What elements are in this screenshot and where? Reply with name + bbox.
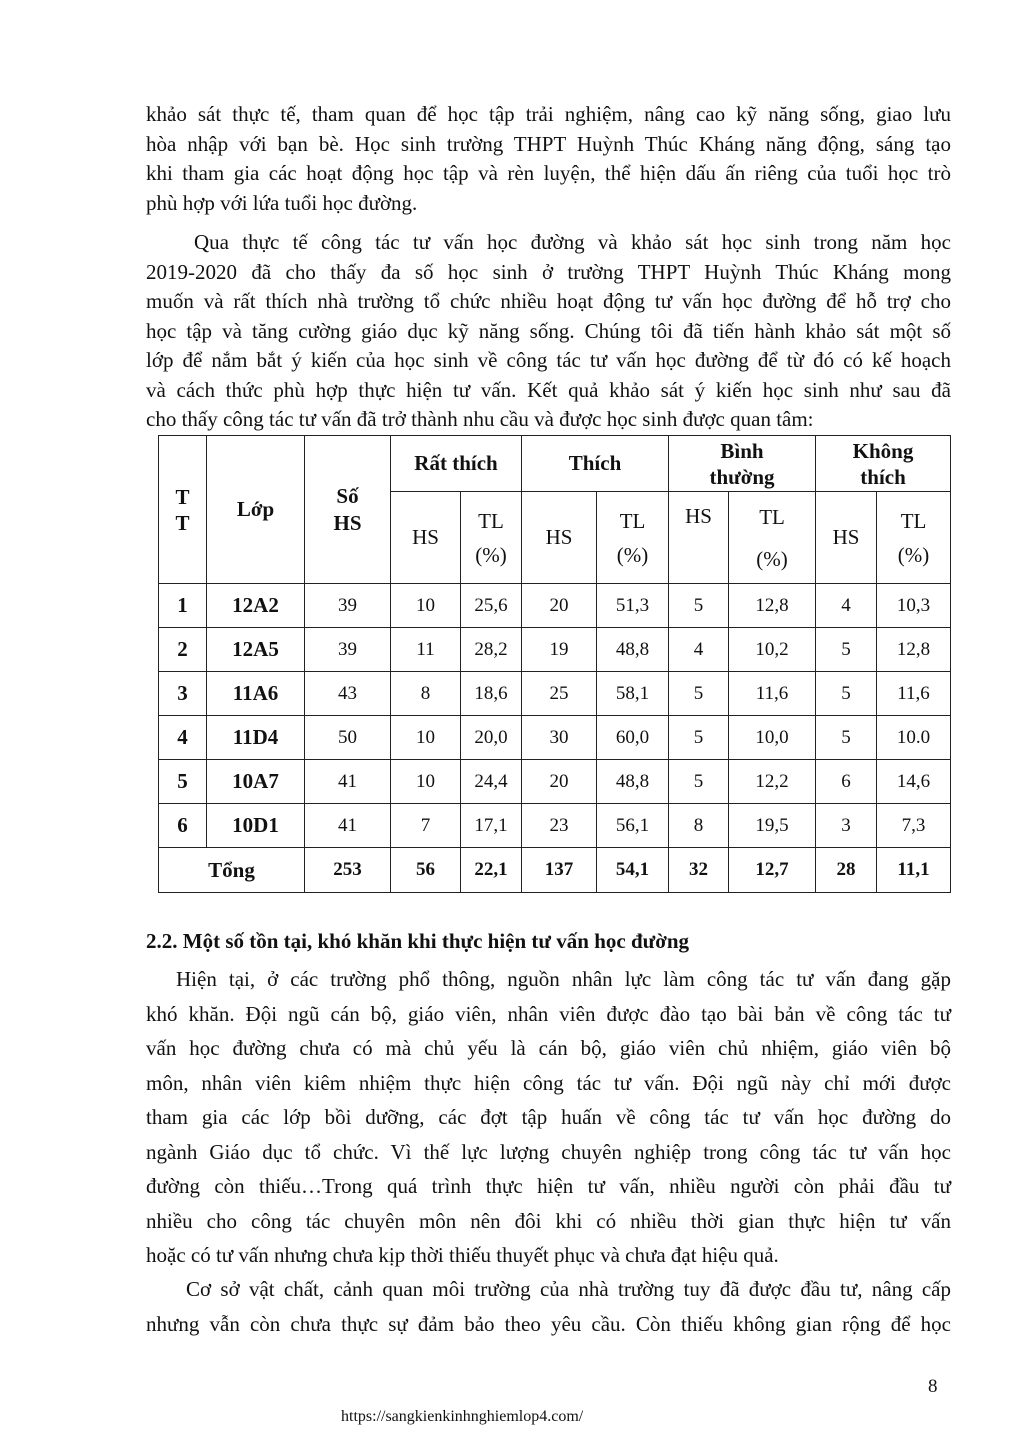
cell-value: 18,6 [461, 672, 522, 716]
cell-tt: 3 [159, 672, 207, 716]
cell-class: 10D1 [207, 804, 305, 848]
cell-value: 10 [391, 760, 461, 804]
total-value: 22,1 [461, 848, 522, 893]
text-line: lớp để nắm bắt ý kiến của học sinh về công tác tư vấn học đường để từ đó có kế hoạch [146, 348, 951, 372]
table-row [159, 628, 951, 672]
cell-value: 11 [391, 628, 461, 672]
table-row [159, 584, 951, 628]
cell-value: 28,2 [461, 628, 522, 672]
cell-value: 20,0 [461, 716, 522, 760]
cell-class: 11D4 [207, 716, 305, 760]
cell-count: 39 [305, 628, 391, 672]
text-line: khảo sát thực tế, tham quan để học tập trải nghiệm, nâng cao kỹ năng sống, giao lưu [146, 102, 951, 126]
subheader-hs: HS [391, 492, 461, 584]
text-line: Qua thực tế công tác tư vấn học đường và khảo sát học sinh trong năm học [194, 230, 951, 254]
cell-value: 11,6 [729, 672, 816, 716]
header-thich: Thích [522, 436, 669, 492]
cell-value: 3 [816, 804, 877, 848]
cell-value: 10 [391, 584, 461, 628]
cell-value: 10,0 [729, 716, 816, 760]
subheader-tl: TL (%) [597, 492, 669, 584]
cell-value: 10.0 [877, 716, 951, 760]
cell-value: 12,2 [729, 760, 816, 804]
cell-value: 19,5 [729, 804, 816, 848]
text-line: môn, nhân viên kiêm nhiệm thực hiện công tác tư vấn. Đội ngũ này chỉ mới được [146, 1070, 951, 1095]
cell-value: 20 [522, 760, 597, 804]
text-line: Hiện tại, ở các trường phổ thông, nguồn nhân lực làm công tác tư vấn đang gặp [176, 967, 951, 991]
page-number: 8 [928, 1376, 938, 1397]
header-student-count: Số HS [305, 436, 391, 584]
cell-value: 60,0 [597, 716, 669, 760]
total-value: 28 [816, 848, 877, 893]
table-total-row [159, 848, 951, 893]
total-value: 12,7 [729, 848, 816, 893]
header-rat-thich: Rất thích [391, 436, 522, 492]
cell-value: 25 [522, 672, 597, 716]
text-line: nhiều cho công tác chuyên môn nên đôi khi có nhiều thời gian thực hiện tư vấn [146, 1208, 951, 1233]
text-line: đường còn thiếu…Trong quá trình thực hiện tư vấn, nhiều người còn phải đầu tư [146, 1174, 951, 1198]
subheader-hs: HS [669, 492, 729, 584]
cell-value: 8 [391, 672, 461, 716]
cell-value: 5 [816, 716, 877, 760]
total-label: Tổng [159, 848, 305, 893]
total-value: 11,1 [877, 848, 951, 893]
cell-value: 10,3 [877, 584, 951, 628]
cell-class: 12A5 [207, 628, 305, 672]
table-row [159, 716, 951, 760]
cell-value: 5 [816, 628, 877, 672]
survey-table [158, 435, 951, 893]
paragraph-survey [146, 228, 951, 435]
cell-value: 6 [816, 760, 877, 804]
cell-value: 7,3 [877, 804, 951, 848]
text-line: khi tham gia các hoạt động học tập và rèn luyện, thể hiện dấu ấn riêng của tuổi học trò [146, 161, 951, 185]
cell-count: 41 [305, 804, 391, 848]
cell-value: 10 [391, 716, 461, 760]
cell-value: 30 [522, 716, 597, 760]
text-line: phù hợp với lứa tuổi học đường. [146, 190, 418, 215]
cell-value: 7 [391, 804, 461, 848]
cell-value: 5 [669, 672, 729, 716]
cell-value: 5 [669, 584, 729, 628]
header-khong-thich: Không thích [816, 436, 951, 492]
table-row [159, 760, 951, 804]
cell-value: 51,3 [597, 584, 669, 628]
table-row [159, 672, 951, 716]
cell-value: 48,8 [597, 760, 669, 804]
cell-value: 20 [522, 584, 597, 628]
cell-value: 25,6 [461, 584, 522, 628]
cell-value: 56,1 [597, 804, 669, 848]
cell-value: 19 [522, 628, 597, 672]
cell-tt: 4 [159, 716, 207, 760]
total-value: 56 [391, 848, 461, 893]
cell-count: 43 [305, 672, 391, 716]
text-line: 2019-2020 đã cho thấy đa số học sinh ở trường THPT Huỳnh Thúc Kháng mong [146, 259, 951, 284]
cell-count: 50 [305, 716, 391, 760]
paragraph-difficulties [146, 962, 951, 1273]
cell-tt: 1 [159, 584, 207, 628]
header-class: Lớp [207, 436, 305, 584]
cell-value: 24,4 [461, 760, 522, 804]
paragraph-facilities [146, 1272, 951, 1341]
text-line: cho thấy công tác tư vấn đã trở thành nhu cầu và được học sinh được quan tâm: [146, 407, 814, 431]
text-line: ngành Giáo dục tổ chức. Vì thế lực lượng chuyên nghiệp trong công tác tư vấn học [146, 1139, 951, 1164]
cell-value: 23 [522, 804, 597, 848]
total-value: 54,1 [597, 848, 669, 893]
cell-value: 14,6 [877, 760, 951, 804]
text-line: Cơ sở vật chất, cảnh quan môi trường của nhà trường tuy đã được đầu tư, nâng cấp [186, 1277, 951, 1301]
cell-value: 5 [816, 672, 877, 716]
cell-value: 12,8 [877, 628, 951, 672]
subheader-tl: TL (%) [877, 492, 951, 584]
subheader-tl: TL (%) [729, 492, 816, 584]
cell-tt: 6 [159, 804, 207, 848]
cell-value: 10,2 [729, 628, 816, 672]
cell-value: 11,6 [877, 672, 951, 716]
text-line: khó khăn. Đội ngũ cán bộ, giáo viên, nhân viên được đào tạo bài bản về công tác tư [146, 1001, 951, 1026]
footer-url: https://sangkienkinhnghiemlop4.com/ [341, 1408, 584, 1425]
cell-value: 8 [669, 804, 729, 848]
cell-value: 48,8 [597, 628, 669, 672]
text-line: tham gia các lớp bồi dưỡng, các đợt tập huấn về công tác tư vấn học đường do [146, 1105, 951, 1129]
cell-count: 41 [305, 760, 391, 804]
subheader-tl: TL (%) [461, 492, 522, 584]
cell-class: 10A7 [207, 760, 305, 804]
header-binh-thuong: Bình thường [669, 436, 816, 492]
cell-tt: 5 [159, 760, 207, 804]
table-row [159, 804, 951, 848]
text-line: nhưng vẫn còn chưa thực sự đảm bảo theo yêu cầu. Còn thiếu không gian rộng để học [146, 1311, 951, 1336]
text-line: vấn học đường chưa có mà chủ yếu là cán bộ, giáo viên chủ nhiệm, giáo viên bộ [146, 1036, 951, 1060]
subheader-hs: HS [816, 492, 877, 584]
cell-value: 17,1 [461, 804, 522, 848]
cell-value: 58,1 [597, 672, 669, 716]
paragraph-intro [146, 100, 951, 218]
section-heading: 2.2. Một số tồn tại, khó khăn khi thực hiện tư vấn học đường [146, 929, 690, 953]
cell-value: 4 [669, 628, 729, 672]
total-count: 253 [305, 848, 391, 893]
text-line: học tập và tăng cường giáo dục kỹ năng sống. Chúng tôi đã tiến hành khảo sát một số [146, 318, 951, 343]
header-tt: T T [159, 436, 207, 584]
text-line: muốn và rất thích nhà trường tổ chức nhiều hoạt động tư vấn học đường để hỗ trợ cho [146, 289, 951, 313]
cell-value: 5 [669, 760, 729, 804]
total-value: 137 [522, 848, 597, 893]
text-line: hòa nhập với bạn bè. Học sinh trường THPT Huỳnh Thúc Kháng năng động, sáng tạo [146, 131, 951, 156]
text-line: và cách thức phù hợp thực hiện tư vấn. Kết quả khảo sát ý kiến học sinh như sau đã [146, 377, 951, 402]
cell-class: 11A6 [207, 672, 305, 716]
cell-class: 12A2 [207, 584, 305, 628]
subheader-hs: HS [522, 492, 597, 584]
cell-count: 39 [305, 584, 391, 628]
text-line: hoặc có tư vấn nhưng chưa kịp thời thiếu thuyết phục và chưa đạt hiệu quả. [146, 1243, 779, 1267]
cell-value: 5 [669, 716, 729, 760]
total-value: 32 [669, 848, 729, 893]
cell-value: 12,8 [729, 584, 816, 628]
cell-value: 4 [816, 584, 877, 628]
cell-tt: 2 [159, 628, 207, 672]
